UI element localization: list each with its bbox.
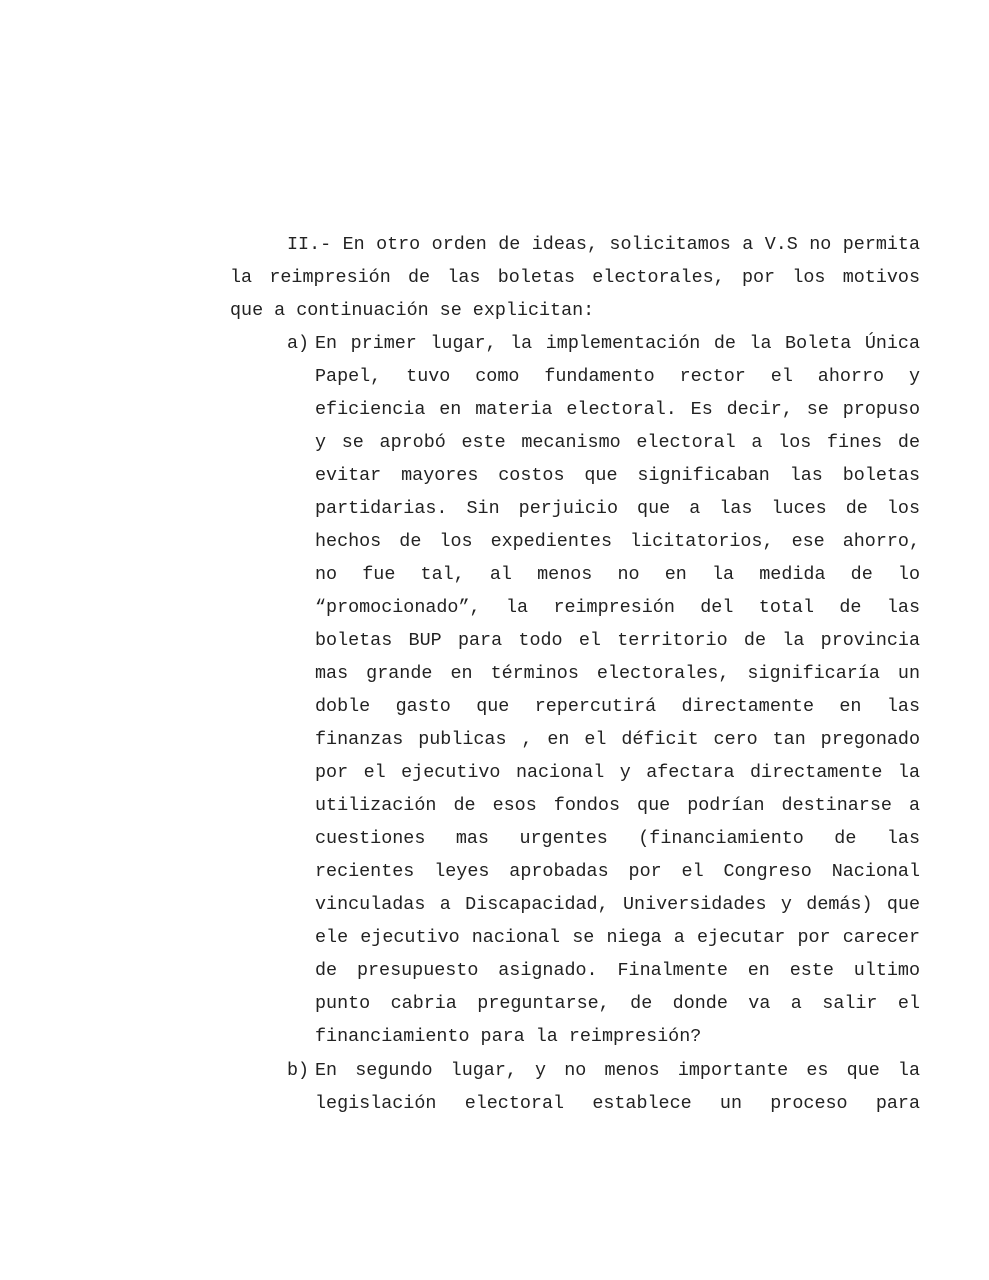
list-item-a-line: partidarias. Sin perjuicio que a las luces de los bbox=[315, 498, 920, 519]
list-item-a-line: vinculadas a Discapacidad, Universidades y demás) que bbox=[315, 894, 920, 915]
list-item-a-line: por el ejecutivo nacional y afectara directamente la bbox=[315, 762, 920, 783]
list-item-a-line: finanzas publicas , en el déficit cero tan pregonado bbox=[315, 729, 920, 750]
list-marker-b: b) bbox=[287, 1060, 310, 1081]
list-item-a-line: mas grande en términos electorales, significaría un bbox=[315, 663, 920, 684]
list-item-a-line: boletas BUP para todo el territorio de la provincia bbox=[315, 630, 920, 651]
list-item-a-line: ele ejecutivo nacional se niega a ejecutar por carecer bbox=[315, 927, 920, 948]
intro-line: la reimpresión de las boletas electorales, por los motivos bbox=[230, 267, 920, 288]
intro-line: II.- En otro orden de ideas, solicitamos a V.S no permita bbox=[287, 234, 920, 255]
list-item-a-line: doble gasto que repercutirá directamente en las bbox=[315, 696, 920, 717]
list-item-a-line: En primer lugar, la implementación de la Boleta Única bbox=[315, 333, 920, 354]
list-marker-a: a) bbox=[287, 333, 310, 354]
list-item-a-line: hechos de los expedientes licitatorios, ese ahorro, bbox=[315, 531, 920, 552]
list-item-a-line: y se aprobó este mecanismo electoral a los fines de bbox=[315, 432, 920, 453]
list-item-a-line: cuestiones mas urgentes (financiamiento de las bbox=[315, 828, 920, 849]
list-item-a-line: “promocionado”, la reimpresión del total de las bbox=[315, 597, 920, 618]
list-item-a-line: recientes leyes aprobadas por el Congreso Nacional bbox=[315, 861, 920, 882]
list-item-b-line: En segundo lugar, y no menos importante es que la bbox=[315, 1060, 920, 1081]
list-item-a-line: financiamiento para la reimpresión? bbox=[315, 1026, 702, 1047]
list-item-a-line: Papel, tuvo como fundamento rector el ahorro y bbox=[315, 366, 920, 387]
list-item-a-line: eficiencia en materia electoral. Es decir, se propuso bbox=[315, 399, 920, 420]
intro-line: que a continuación se explicitan: bbox=[230, 300, 595, 321]
list-item-a-line: de presupuesto asignado. Finalmente en este ultimo bbox=[315, 960, 920, 981]
list-item-a-line: utilización de esos fondos que podrían destinarse a bbox=[315, 795, 920, 816]
list-item-b-line: legislación electoral establece un proceso para bbox=[315, 1093, 920, 1114]
list-item-a-line: punto cabria preguntarse, de donde va a salir el bbox=[315, 993, 920, 1014]
list-item-a-line: no fue tal, al menos no en la medida de lo bbox=[315, 564, 920, 585]
list-item-a-line: evitar mayores costos que significaban las boletas bbox=[315, 465, 920, 486]
